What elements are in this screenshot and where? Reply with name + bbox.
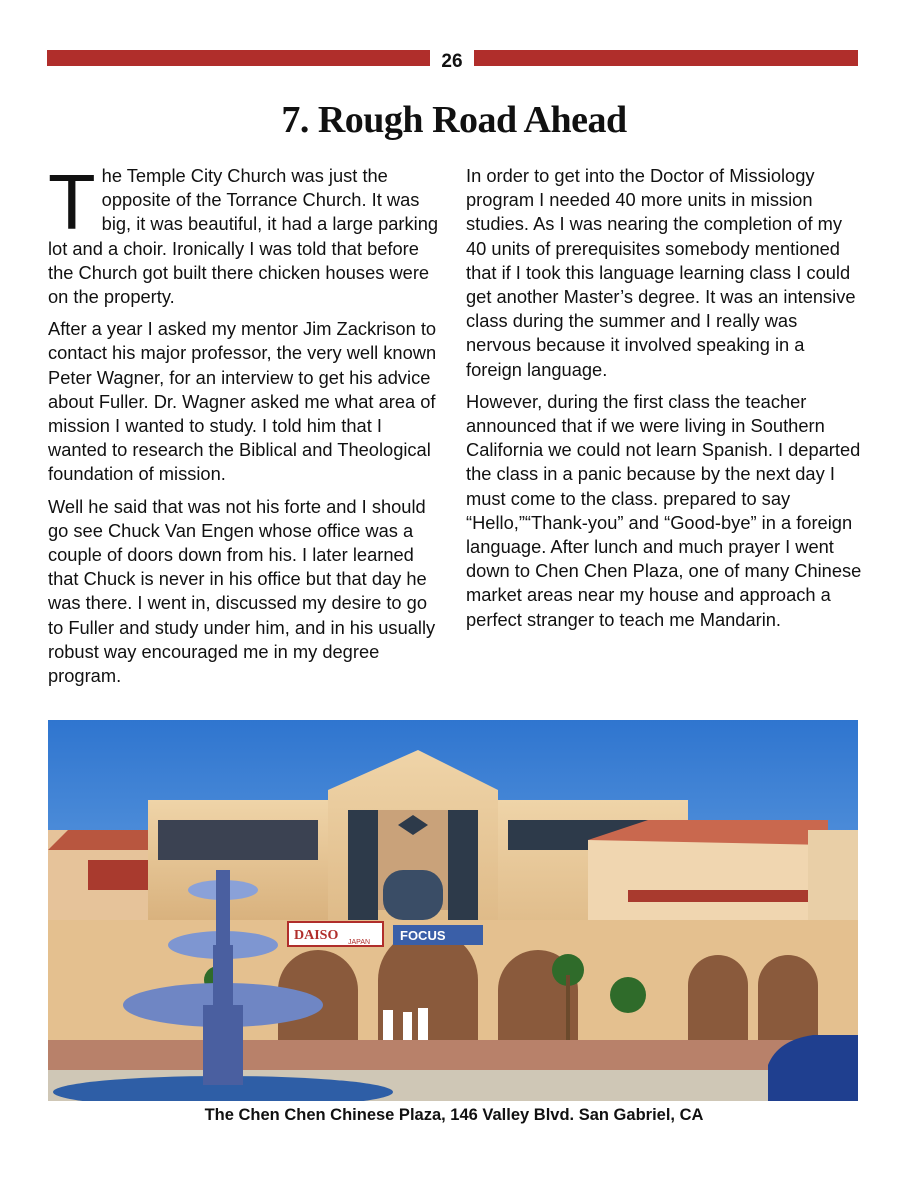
header-rule-left bbox=[47, 50, 430, 66]
plaza-photo bbox=[48, 720, 858, 1101]
paragraph: Well he said that was not his forte and I should go see Chuck Van Engen whose office was a couple of doors down from his. I later learned that Chuck is never in his office but that day he was there. I went in, discussed my desire to go to Fuller and study under him, and in his usually robust way encouraged me in my degree program. bbox=[48, 495, 436, 687]
paragraph: In order to get into the Doctor of Missiology program I needed 40 more units in mission studies. As I was nearing the completion of my 40 units of prerequisites somebody mentioned that if I took this language learning class I could get another Master’s degree. It was an intensive class during the summer and I really was nervous because it involved speaking in a foreign language. bbox=[466, 165, 856, 380]
right-text-column bbox=[466, 164, 862, 640]
paragraph-text: he Temple City Church was just the opposite of the Torrance Church. It was big, it was beautiful, it had a large parking lot and a choir. Ironically I was told that before the Church got built there chicken houses were on the property. bbox=[48, 165, 439, 308]
daiso-sign: DAISO bbox=[294, 928, 339, 943]
paragraph: After a year I asked my mentor Jim Zackrison to contact his major professor, the very well known Peter Wagner, for an interview to get his advice about Fuller. Dr. Wagner asked me what area of mission I wanted to study. I told him that I wanted to research the Biblical and Theological foundation of mission. bbox=[48, 318, 437, 485]
paragraph bbox=[48, 158, 444, 309]
paragraph: However, during the first class the teacher announced that if we were living in Southern California we could not learn Spanish. I departed the class in a panic because by the next day I must come to the class. prepared to say “Hello,”“Thank-you” and “Good-bye” in a foreign language. After lunch and much prayer I went down to Chen Chen Plaza, one of many Chinese market areas near my house and approach a perfect stranger to teach me Mandarin. bbox=[466, 390, 862, 630]
drop-cap: T bbox=[48, 158, 96, 246]
daiso-sub-sign: JAPAN bbox=[348, 939, 371, 946]
left-text-column bbox=[48, 158, 444, 696]
page-number: 26 bbox=[441, 51, 463, 72]
photo-caption: The Chen Chen Chinese Plaza, 146 Valley Blvd. San Gabriel, CA bbox=[204, 1106, 704, 1124]
chapter-title: 7. Rough Road Ahead bbox=[281, 99, 627, 141]
focus-sign: FOCUS bbox=[400, 928, 446, 943]
header-rule-right bbox=[474, 50, 858, 66]
